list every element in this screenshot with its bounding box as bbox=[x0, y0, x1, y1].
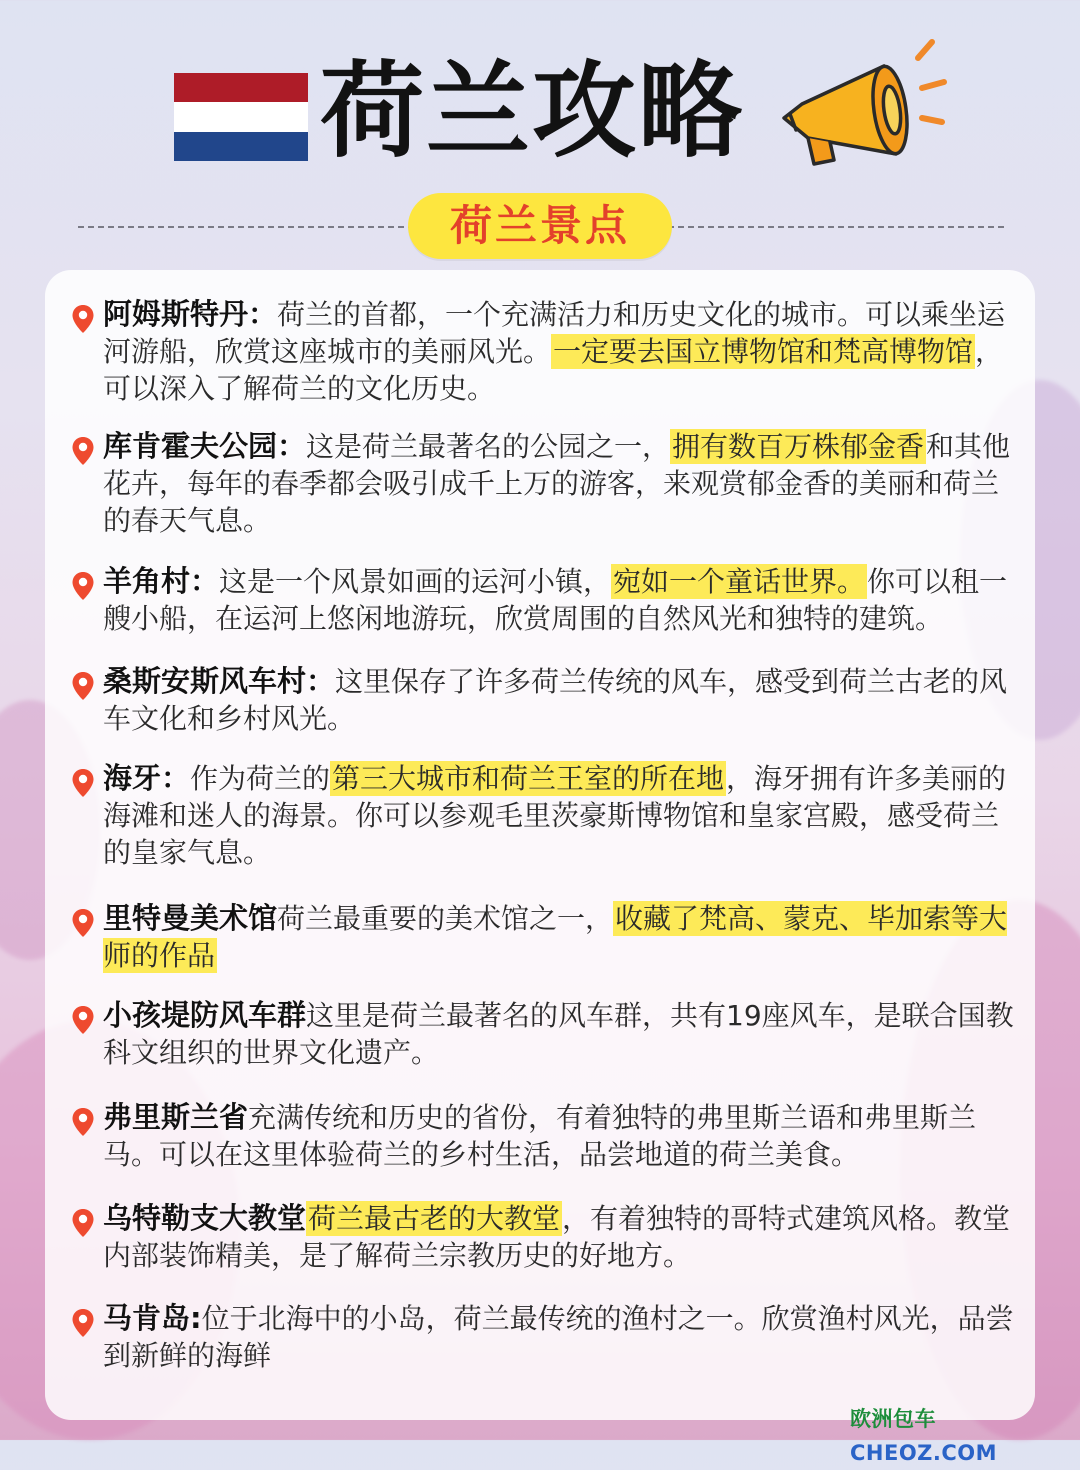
netherlands-flag-icon bbox=[174, 73, 308, 161]
attraction-entry bbox=[71, 760, 1021, 871]
map-pin-icon bbox=[71, 571, 95, 601]
page-title: 荷兰攻略 bbox=[320, 50, 745, 172]
attraction-name: 库肯霍夫公园： bbox=[103, 429, 307, 463]
description-text: 你可以租一艘小船，在运河上悠闲地游玩，欣赏周围的自然风光和独特的建筑。 bbox=[103, 565, 1008, 635]
description-text: ，海牙拥有许多美丽的海滩和迷人的海景。你可以参观毛里茨豪斯博物馆和皇家宫殿，感受荷兰的皇家气息。 bbox=[103, 762, 1007, 869]
watermark-cn: 欧洲包车 bbox=[850, 1407, 936, 1431]
description-text: ，有着独特的哥特式建筑风格。教堂内部装饰精美，是了解荷兰宗教历史的好地方。 bbox=[103, 1202, 1011, 1272]
map-pin-icon bbox=[71, 1107, 95, 1137]
attraction-name: 海牙： bbox=[103, 761, 191, 795]
description-text: ，可以深入了解荷兰的文化历史。 bbox=[103, 335, 1004, 405]
attraction-name: 乌特勒支大教堂 bbox=[103, 1201, 307, 1235]
description-text: 充满传统和历史的省份，有着独特的弗里斯兰语和弗里斯兰马。可以在这里体验荷兰的乡村生活，品尝地道的荷兰美食。 bbox=[103, 1101, 977, 1171]
highlighted-text: 拥有数百万株郁金香 bbox=[672, 430, 925, 463]
map-pin-icon bbox=[71, 1005, 95, 1035]
header bbox=[0, 0, 1080, 270]
attraction-entry bbox=[71, 900, 1021, 974]
attraction-entry bbox=[71, 296, 1021, 407]
section-title: 荷兰景点 bbox=[408, 193, 672, 259]
watermark-en: CHEOZ.COM bbox=[850, 1441, 998, 1465]
attraction-description bbox=[103, 663, 1021, 737]
attraction-name: 小孩堤防风车群 bbox=[103, 998, 307, 1032]
attraction-entry bbox=[71, 1099, 1021, 1173]
map-pin-icon bbox=[71, 436, 95, 466]
attraction-entry bbox=[71, 428, 1021, 539]
highlighted-text: 一定要去国立博物馆和梵高博物馆 bbox=[553, 335, 974, 368]
content-card bbox=[45, 270, 1035, 1420]
watermark bbox=[850, 1402, 1080, 1465]
map-pin-icon bbox=[71, 304, 95, 334]
attraction-name: 里特曼美术馆 bbox=[103, 901, 278, 935]
megaphone-icon bbox=[772, 18, 952, 178]
attraction-name: 桑斯安斯风车村： bbox=[103, 664, 336, 698]
map-pin-icon bbox=[71, 1308, 95, 1338]
map-pin-icon bbox=[71, 768, 95, 798]
description-text: 这里保存了许多荷兰传统的风车，感受到荷兰古老的风车文化和乡村风光。 bbox=[103, 665, 1008, 735]
description-text: 和其他花卉，每年的春季都会吸引成千上万的游客，来观赏郁金香的美丽和荷兰的春天气息。 bbox=[103, 430, 1011, 537]
attraction-entry bbox=[71, 1200, 1021, 1274]
map-pin-icon bbox=[71, 1208, 95, 1238]
attraction-name: 阿姆斯特丹： bbox=[103, 297, 278, 331]
description-text: 荷兰最重要的美术馆之一， bbox=[277, 902, 614, 935]
attraction-description bbox=[103, 1099, 1021, 1173]
attraction-description bbox=[103, 900, 1021, 974]
map-pin-icon bbox=[71, 671, 95, 701]
highlighted-text: 宛如一个童话世界。 bbox=[613, 565, 866, 598]
description-text: 这是荷兰最著名的公园之一， bbox=[306, 430, 671, 463]
attraction-entry bbox=[71, 663, 1021, 737]
highlighted-text: 收藏了梵高、蒙克、毕加索等大师的作品 bbox=[103, 902, 1008, 972]
highlighted-text: 荷兰最古老的大教堂 bbox=[308, 1202, 561, 1235]
attraction-name: 羊角村： bbox=[103, 564, 220, 598]
description-text: 作为荷兰的 bbox=[190, 762, 331, 795]
attraction-description bbox=[103, 296, 1021, 407]
attraction-description bbox=[103, 428, 1021, 539]
attraction-description bbox=[103, 563, 1021, 637]
attraction-description bbox=[103, 1300, 1021, 1374]
description-text: 荷兰的首都，一个充满活力和历史文化的城市。可以乘坐运河游船，欣赏这座城市的美丽风光。 bbox=[103, 298, 1006, 368]
attraction-entry bbox=[71, 997, 1021, 1071]
description-text: 这是一个风景如画的运河小镇， bbox=[219, 565, 612, 598]
attraction-name: 弗里斯兰省 bbox=[103, 1100, 249, 1134]
attraction-entry bbox=[71, 563, 1021, 637]
attraction-description bbox=[103, 1200, 1021, 1274]
attraction-entry bbox=[71, 1300, 1021, 1374]
highlighted-text: 第三大城市和荷兰王室的所在地 bbox=[332, 762, 725, 795]
attraction-description bbox=[103, 760, 1021, 871]
attraction-name: 马肯岛: bbox=[103, 1301, 202, 1335]
description-text: 位于北海中的小岛，荷兰最传统的渔村之一。欣赏渔村风光，品尝到新鲜的海鲜 bbox=[103, 1302, 1014, 1372]
description-text: 这里是荷兰最著名的风车群，共有19座风车，是联合国教科文组织的世界文化遗产。 bbox=[103, 999, 1014, 1069]
attraction-description bbox=[103, 997, 1021, 1071]
map-pin-icon bbox=[71, 908, 95, 938]
